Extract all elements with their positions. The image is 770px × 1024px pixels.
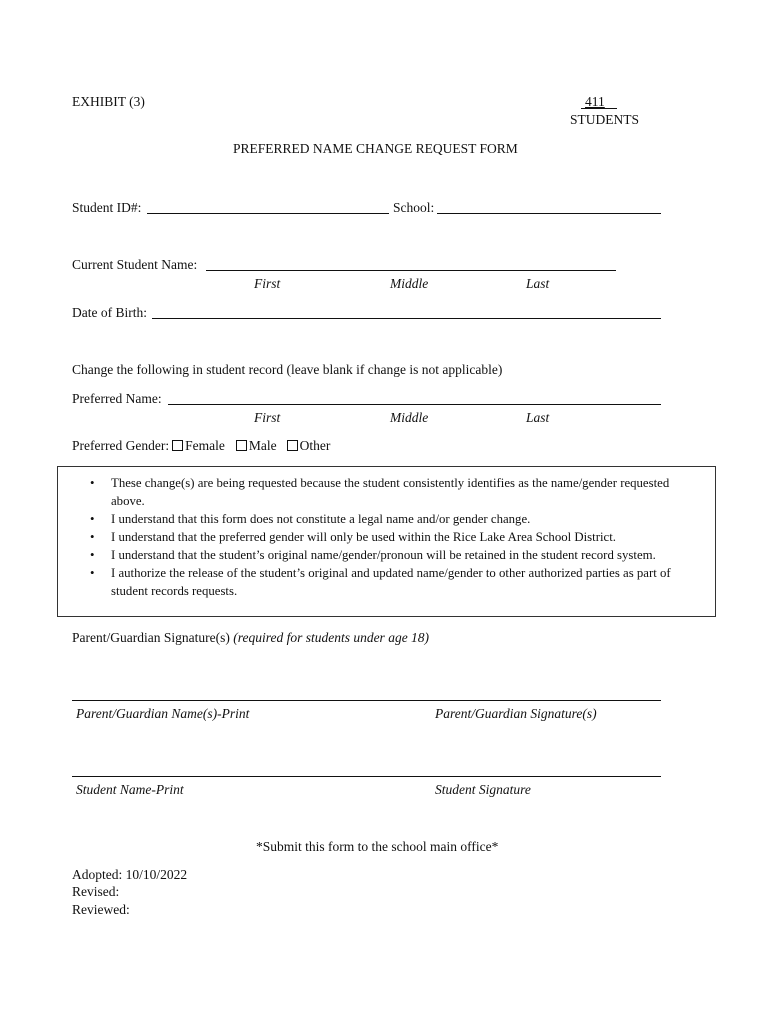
revised-date: Revised: — [72, 884, 120, 899]
student-id-label: Student ID#: — [72, 200, 142, 215]
student-signature-caption: Student Signature — [435, 782, 531, 797]
male-option-label: Male — [248, 438, 277, 453]
form-title: PREFERRED NAME CHANGE REQUEST FORM — [233, 141, 518, 156]
bullet-icon: • — [90, 548, 95, 562]
exhibit-label: EXHIBIT (3) — [72, 94, 145, 109]
bullet-icon: • — [90, 512, 95, 526]
signature-heading — [72, 630, 429, 646]
school-field[interactable] — [437, 213, 661, 214]
preferred-gender-row — [72, 438, 330, 454]
female-option-label: Female — [185, 438, 225, 453]
parent-name-print-caption: Parent/Guardian Name(s)-Print — [76, 706, 250, 721]
policy-number: 411 — [585, 94, 605, 109]
preferred-name-label: Preferred Name: — [72, 391, 162, 406]
list-item: • I understand that this form does not constitute a legal name and/or gender change. — [90, 512, 531, 526]
change-instruction: Change the following in student record (leave blank if change is not applicable) — [72, 362, 503, 377]
policy-number-underline — [581, 108, 617, 109]
current-name-last-caption: Last — [526, 276, 550, 291]
dob-label: Date of Birth: — [72, 305, 147, 320]
signature-heading-text: Parent/Guardian Signature(s) — [72, 630, 230, 645]
female-checkbox[interactable] — [172, 440, 183, 451]
parent-signature-line[interactable] — [72, 700, 661, 701]
student-signature-line[interactable] — [72, 776, 661, 777]
reviewed-date: Reviewed: — [72, 902, 130, 917]
current-name-label: Current Student Name: — [72, 257, 198, 272]
preferred-name-middle-caption: Middle — [390, 410, 429, 425]
list-item: • I understand that the student’s original name/gender/pronoun will be retained in the student record system. — [90, 548, 656, 562]
other-option-label: Other — [299, 438, 331, 453]
list-item: • These change(s) are being requested because the student consistently identifies as the name/gender requested above. — [90, 476, 670, 508]
bullet-icon: • — [90, 476, 95, 490]
dob-field[interactable] — [152, 318, 661, 319]
submit-note: *Submit this form to the school main office* — [256, 839, 499, 854]
student-name-print-caption: Student Name-Print — [76, 782, 184, 797]
other-checkbox[interactable] — [287, 440, 298, 451]
male-checkbox[interactable] — [236, 440, 247, 451]
current-name-middle-caption: Middle — [390, 276, 429, 291]
parent-signature-caption: Parent/Guardian Signature(s) — [435, 706, 597, 721]
list-item: • I understand that the preferred gender will only be used within the Rice Lake Area School District. — [90, 530, 616, 544]
acknowledgement-list — [90, 474, 705, 600]
bullet-icon: • — [90, 530, 95, 544]
policy-section: STUDENTS — [570, 112, 640, 127]
bullet-icon: • — [90, 566, 95, 580]
adopted-date: Adopted: 10/10/2022 — [72, 867, 188, 882]
preferred-name-field[interactable] — [168, 404, 661, 405]
list-item: • I authorize the release of the student’s original and updated name/gender to other authorized parties as part of student records requests. — [90, 566, 671, 598]
preferred-gender-label: Preferred Gender: — [72, 438, 170, 453]
preferred-name-first-caption: First — [254, 410, 281, 425]
current-name-field[interactable] — [206, 270, 616, 271]
current-name-first-caption: First — [254, 276, 281, 291]
school-label: School: — [393, 200, 435, 215]
signature-heading-note: (required for students under age 18) — [233, 630, 430, 645]
student-id-field[interactable] — [147, 213, 389, 214]
preferred-name-last-caption: Last — [526, 410, 550, 425]
